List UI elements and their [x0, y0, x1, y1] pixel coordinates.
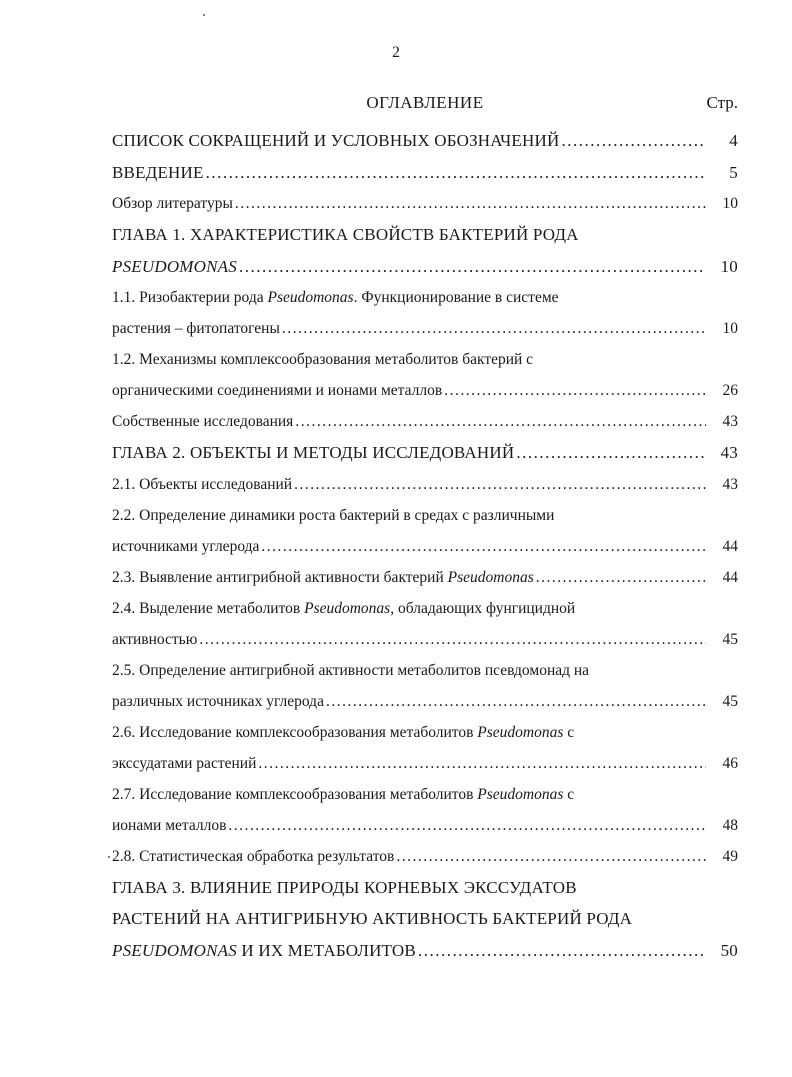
toc-page-number: 4 [729, 131, 738, 150]
toc-entry-text [112, 251, 237, 283]
dot-leader [258, 748, 706, 779]
toc-entry-line [112, 251, 738, 283]
text-run: Собственные исследования [112, 413, 294, 430]
text-run: 2.8. Статистическая обработка результатов [112, 847, 395, 865]
toc-entry-text [112, 810, 226, 841]
toc-entry[interactable] [112, 437, 738, 469]
toc-entry-line [112, 748, 738, 779]
toc-entry-line [112, 157, 738, 189]
toc-page-number: 45 [722, 630, 738, 648]
text-run: РАСТЕНИЙ НА АНТИГРИБНУЮ АКТИВНОСТЬ БАКТЕРИЙ РОДА [112, 909, 633, 928]
italic-text: Pseudomonas [304, 599, 391, 617]
toc-entry-line [112, 125, 738, 157]
dot-leader [199, 624, 706, 655]
toc-entry-line [112, 593, 738, 624]
toc-entry[interactable] [112, 717, 738, 779]
toc-entry-text [112, 344, 533, 375]
toc-entry-text [112, 748, 256, 779]
toc-entry-line [112, 935, 738, 967]
toc-entry-line [112, 313, 738, 344]
text-run: 2.4. Выделение метаболитов [112, 599, 305, 617]
toc-entry-text [112, 841, 394, 872]
text-run: источниками углерода [112, 537, 260, 555]
dot-leader [516, 437, 706, 469]
text-run: органическими соединениями и ионами металлов [112, 382, 443, 399]
toc-entry-line [112, 655, 738, 686]
text-run: , обладающих фунгицидной [390, 599, 576, 617]
text-run: растения – фитопатогены [112, 320, 280, 337]
toc-entry-line [112, 624, 738, 655]
dot-leader [282, 313, 706, 344]
toc-entry-text [112, 157, 204, 189]
text-run: 2.2. Определение динамики роста бактерий в средах с различными [112, 506, 555, 524]
toc-entry-line [112, 810, 738, 841]
toc-entry-line [112, 872, 738, 904]
scan-speck [203, 14, 205, 16]
toc-page-number: 10 [722, 195, 738, 212]
toc-page-number: 45 [722, 692, 738, 710]
toc-entry[interactable] [112, 157, 738, 189]
dot-leader [261, 531, 706, 562]
page-number: 2 [392, 44, 400, 61]
toc-entry-text [112, 593, 575, 624]
toc-entry-text [112, 188, 233, 219]
toc-entry-line [112, 344, 738, 375]
dot-leader [561, 125, 706, 157]
text-run: с [563, 785, 575, 803]
toc-entry-line [112, 188, 738, 219]
italic-text: Pseudomonas [477, 723, 564, 741]
toc-entry-text [112, 717, 574, 748]
toc-entry[interactable] [112, 593, 738, 655]
toc-entry-text [112, 375, 442, 406]
toc-page-number: 43 [720, 443, 738, 462]
toc-entry-text [112, 872, 577, 904]
dot-leader [396, 841, 706, 872]
dot-leader [444, 375, 706, 406]
text-run: 1.1. Ризобактерии рода [112, 289, 268, 306]
text-run: Обзор литературы [112, 195, 233, 212]
toc-entry[interactable] [112, 500, 738, 562]
text-run: экссудатами растений [112, 754, 257, 772]
text-run: 2.6. Исследование комплексообразования метаболитов [112, 723, 478, 741]
text-run: различных источниках углерода [112, 692, 324, 710]
toc-page-number: 43 [722, 475, 738, 493]
text-run: ионами металлов [112, 816, 227, 834]
toc-entry-line [112, 500, 738, 531]
toc-entry-text [112, 686, 324, 717]
toc-entry-line [112, 686, 738, 717]
toc-entry-text [112, 313, 280, 344]
text-run: ГЛАВА 1. ХАРАКТЕРИСТИКА СВОЙСТВ БАКТЕРИЙ РОДА [112, 225, 579, 244]
toc-entry-line [112, 375, 738, 406]
text-run: 1.2. Механизмы комплексообразования метаболитов бактерий с [112, 351, 534, 368]
toc-entry-text [112, 562, 534, 593]
toc-entry-line [112, 531, 738, 562]
toc-entry-line [112, 282, 738, 313]
toc-page-number: 5 [729, 162, 738, 182]
toc-page-number: 44 [722, 568, 738, 586]
text-run: СПИСОК СОКРАЩЕНИЙ И УСЛОВНЫХ ОБОЗНАЧЕНИЙ [112, 131, 560, 150]
toc-entry[interactable] [112, 219, 738, 282]
dot-leader [228, 810, 706, 841]
table-of-contents [112, 125, 738, 966]
toc-entry[interactable] [112, 872, 738, 967]
toc-entry[interactable] [112, 282, 738, 344]
dot-leader [536, 562, 706, 593]
toc-entry-text [112, 219, 579, 251]
toc-page-number: 43 [722, 413, 738, 430]
toc-entry[interactable] [112, 188, 738, 219]
italic-text: Pseudomonas [447, 568, 534, 586]
italic-text: PSEUDOMONAS [112, 940, 237, 960]
toc-page-number: 50 [720, 940, 738, 960]
toc-entry[interactable] [112, 344, 738, 406]
text-run: ВВЕДЕНИЕ [112, 162, 204, 182]
dot-leader [235, 188, 706, 219]
toc-entry-text [112, 935, 416, 967]
toc-page-number: 44 [722, 537, 738, 555]
toc-entry-line [112, 841, 738, 872]
dot-leader [206, 157, 706, 189]
toc-entry[interactable] [112, 779, 738, 841]
toc-entry-text [112, 903, 632, 935]
text-run: активностью [112, 630, 198, 648]
dot-leader [295, 406, 706, 437]
toc-entry-line [112, 562, 738, 593]
toc-entry-line [112, 717, 738, 748]
toc-page-number: 26 [722, 382, 738, 399]
italic-text: Pseudomonas [267, 289, 354, 306]
text-run: . Функционирование в системе [353, 289, 559, 306]
toc-entry-text [112, 779, 574, 810]
toc-entry-text [112, 282, 559, 313]
toc-title: ОГЛАВЛЕНИЕ [366, 93, 484, 112]
toc-entry-line [112, 903, 738, 935]
toc-header [112, 93, 738, 115]
toc-page-number: 46 [722, 754, 738, 772]
text-run: с [563, 723, 575, 741]
text-run: 2.1. Объекты исследований [112, 475, 293, 493]
toc-entry-text [112, 655, 589, 686]
toc-page-number: 10 [720, 256, 738, 276]
toc-entry-line [112, 779, 738, 810]
toc-entry[interactable] [112, 125, 738, 157]
scan-speck [108, 856, 110, 858]
toc-entry-text [112, 624, 197, 655]
toc-entry-text [112, 531, 259, 562]
page-column-label: Стр. [706, 93, 738, 112]
text-run: ГЛАВА 2. ОБЪЕКТЫ И МЕТОДЫ ИССЛЕДОВАНИЙ [112, 443, 515, 462]
text-run: ГЛАВА 3. ВЛИЯНИЕ ПРИРОДЫ КОРНЕВЫХ ЭКССУДАТОВ [112, 877, 577, 897]
toc-entry-text [112, 406, 293, 437]
toc-page-number: 48 [722, 816, 738, 834]
toc-entry-line [112, 219, 738, 251]
dot-leader [294, 469, 706, 500]
text-run: 2.5. Определение антигрибной активности метаболитов псевдомонад на [112, 661, 590, 679]
toc-entry-line [112, 406, 738, 437]
toc-page-number: 10 [722, 320, 738, 337]
toc-entry-text [112, 500, 554, 531]
toc-entry-line [112, 437, 738, 469]
italic-text: Pseudomonas [477, 785, 564, 803]
text-run: И ИХ МЕТАБОЛИТОВ [236, 940, 416, 960]
toc-entry[interactable] [112, 562, 738, 593]
toc-entry-text [112, 125, 559, 157]
toc-page-number: 49 [722, 847, 738, 865]
toc-entry-text [112, 469, 292, 500]
toc-entry[interactable] [112, 841, 738, 872]
toc-entry[interactable] [112, 406, 738, 437]
dot-leader [239, 251, 706, 283]
dot-leader [326, 686, 706, 717]
toc-entry-text [112, 437, 514, 469]
italic-text: PSEUDOMONAS [112, 256, 237, 276]
text-run: 2.3. Выявление антигрибной активности бактерий [112, 568, 448, 586]
toc-entry[interactable] [112, 469, 738, 500]
toc-entry[interactable] [112, 655, 738, 717]
toc-entry-line [112, 469, 738, 500]
text-run: 2.7. Исследование комплексообразования метаболитов [112, 785, 478, 803]
dot-leader [418, 935, 706, 967]
